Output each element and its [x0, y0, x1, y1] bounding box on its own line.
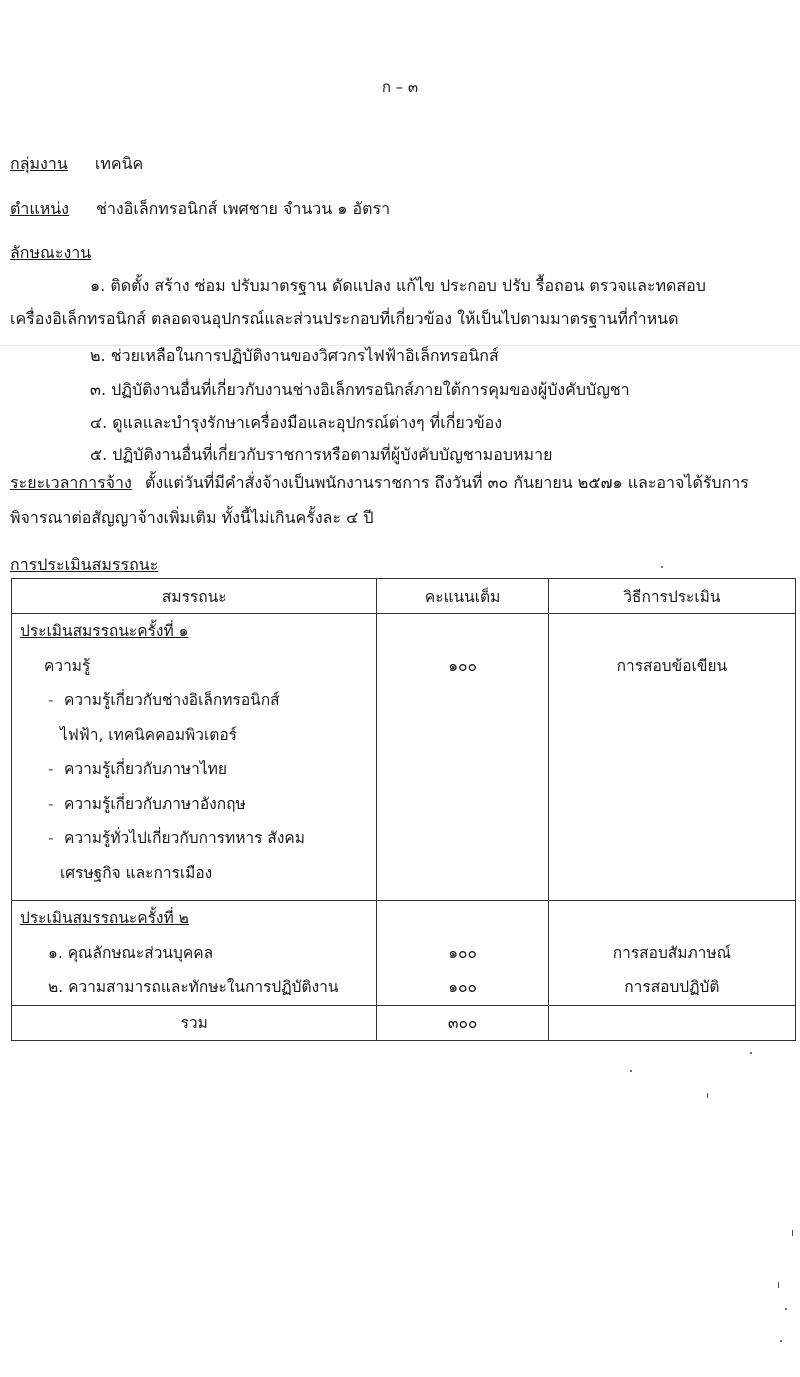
group-value: เทคนิค: [94, 154, 144, 173]
header-method: วิธีการประเมิน: [548, 579, 795, 614]
duty-item-4: ๔. ดูแลและบำรุงรักษาเครื่องมือและอุปกรณ์ต่างๆ ที่เกี่ยวข้อง: [90, 413, 503, 432]
table-header-row: [12, 579, 796, 614]
round1-score-cell: [377, 614, 548, 901]
duties-label: ลักษณะงาน: [10, 243, 92, 262]
position-line: [10, 197, 770, 222]
round1-method-cell: [548, 614, 795, 901]
round2-item-1-method: การสอบสัมภาษณ์: [612, 943, 731, 962]
duty-item-2: ๒. ช่วยเหลือในการปฏิบัติงานของวิศวกรไฟฟ้าอิเล็กทรอนิกส์: [90, 346, 499, 365]
term-label: ระยะเวลาการจ้าง: [10, 473, 132, 492]
total-label: รวม: [12, 1005, 377, 1040]
duty-item-3: ๓. ปฏิบัติงานอื่นที่เกี่ยวกับงานช่างอิเล็กทรอนิกส์ภายใต้การคุมของผู้บังคับบัญชา: [90, 380, 630, 399]
scan-speck: [780, 1340, 782, 1342]
round1-item-d-line-2: เศรษฐกิจ และการเมือง: [60, 863, 213, 882]
round2-item-2-score: ๑๐๐: [448, 978, 477, 996]
assessment-heading: การประเมินสมรรถนะ: [10, 555, 159, 574]
table-row: [12, 614, 796, 901]
scan-speck: [778, 1282, 779, 1288]
round1-competency-cell: [12, 614, 377, 901]
round1-knowledge: ความรู้: [44, 656, 91, 675]
round2-method-cell: [548, 901, 795, 1006]
round2-title: ประเมินสมรรถนะครั้งที่ ๒: [20, 909, 189, 927]
total-score: ๓๐๐: [377, 1005, 548, 1040]
duty-item-5: ๕. ปฏิบัติงานอื่นที่เกี่ยวกับราชการหรือตามที่ผู้บังคับบัญชามอบหมาย: [90, 445, 553, 464]
round2-item-2-method: การสอบปฏิบัติ: [624, 978, 720, 996]
round2-item-1-score: ๑๐๐: [448, 943, 477, 962]
dash-marker: -: [48, 829, 54, 847]
round2-item-1: ๑. คุณลักษณะส่วนบุคคล: [48, 943, 214, 962]
dash-marker: -: [48, 760, 54, 778]
round1-item-a-line-2: ไฟฟ้า, เทคนิคคอมพิวเตอร์: [60, 725, 237, 744]
round1-item-b: ความรู้เกี่ยวกับภาษาไทย: [64, 760, 227, 778]
dash-marker: -: [48, 691, 54, 709]
scan-speck: [792, 1230, 793, 1236]
header-full-score: คะแนนเต็ม: [377, 579, 548, 614]
round2-score-cell: [377, 901, 548, 1006]
term-line-2: พิจารณาต่อสัญญาจ้างเพิ่มเติม ทั้งนี้ไม่เกินครั้งละ ๔ ปี: [10, 508, 374, 527]
scan-speck: [661, 566, 663, 568]
scan-speck: [707, 1093, 708, 1098]
assessment-table: [11, 578, 796, 1041]
round1-item-a-line-1: ความรู้เกี่ยวกับช่างอิเล็กทรอนิกส์: [64, 691, 280, 709]
round2-competency-cell: [12, 901, 377, 1006]
round1-item-c: ความรู้เกี่ยวกับภาษาอังกฤษ: [64, 794, 246, 813]
round2-item-2: ๒. ความสามารถและทักษะในการปฏิบัติงาน: [48, 978, 339, 996]
group-line: [10, 152, 770, 177]
round1-method: การสอบข้อเขียน: [616, 656, 728, 675]
duty-item-1-line-1: ๑. ติดตั้ง สร้าง ซ่อม ปรับมาตรฐาน ดัดแปลง แก้ไข ประกอบ ปรับ รื้อถอน ตรวจและทดสอบ: [90, 276, 706, 295]
dash-marker: -: [48, 794, 54, 813]
table-row: [12, 901, 796, 1006]
total-method-cell: [548, 1005, 795, 1040]
position-label: ตำแหน่ง: [10, 199, 69, 218]
table-total-row: [12, 1005, 796, 1040]
duties-heading: [10, 241, 770, 266]
term-text-1: ตั้งแต่วันที่มีคำสั่งจ้างเป็นพนักงานราชการ ถึงวันที่ ๓๐ กันยายน ๒๕๗๑ และอาจได้รับการ: [144, 473, 749, 492]
group-label: กลุ่มงาน: [10, 154, 68, 173]
scan-speck: [750, 1052, 752, 1054]
page-number: ก – ๓: [381, 78, 419, 96]
round1-title: ประเมินสมรรถนะครั้งที่ ๑: [20, 622, 189, 640]
duty-item-1-line-2: เครื่องอิเล็กทรอนิกส์ ตลอดจนอุปกรณ์และส่วนประกอบที่เกี่ยวข้อง ให้เป็นไปตามมาตรฐานที่กำหนด: [10, 309, 679, 328]
round1-item-d-line-1: ความรู้ทั่วไปเกี่ยวกับการทหาร สังคม: [64, 829, 305, 847]
scan-speck: [630, 1070, 632, 1072]
round1-score: ๑๐๐: [448, 656, 477, 675]
scan-speck: [785, 1308, 787, 1310]
position-value: ช่างอิเล็กทรอนิกส์ เพศชาย จำนวน ๑ อัตรา: [96, 199, 391, 218]
header-competency: สมรรถนะ: [12, 579, 377, 614]
term-line-1: [10, 471, 749, 496]
